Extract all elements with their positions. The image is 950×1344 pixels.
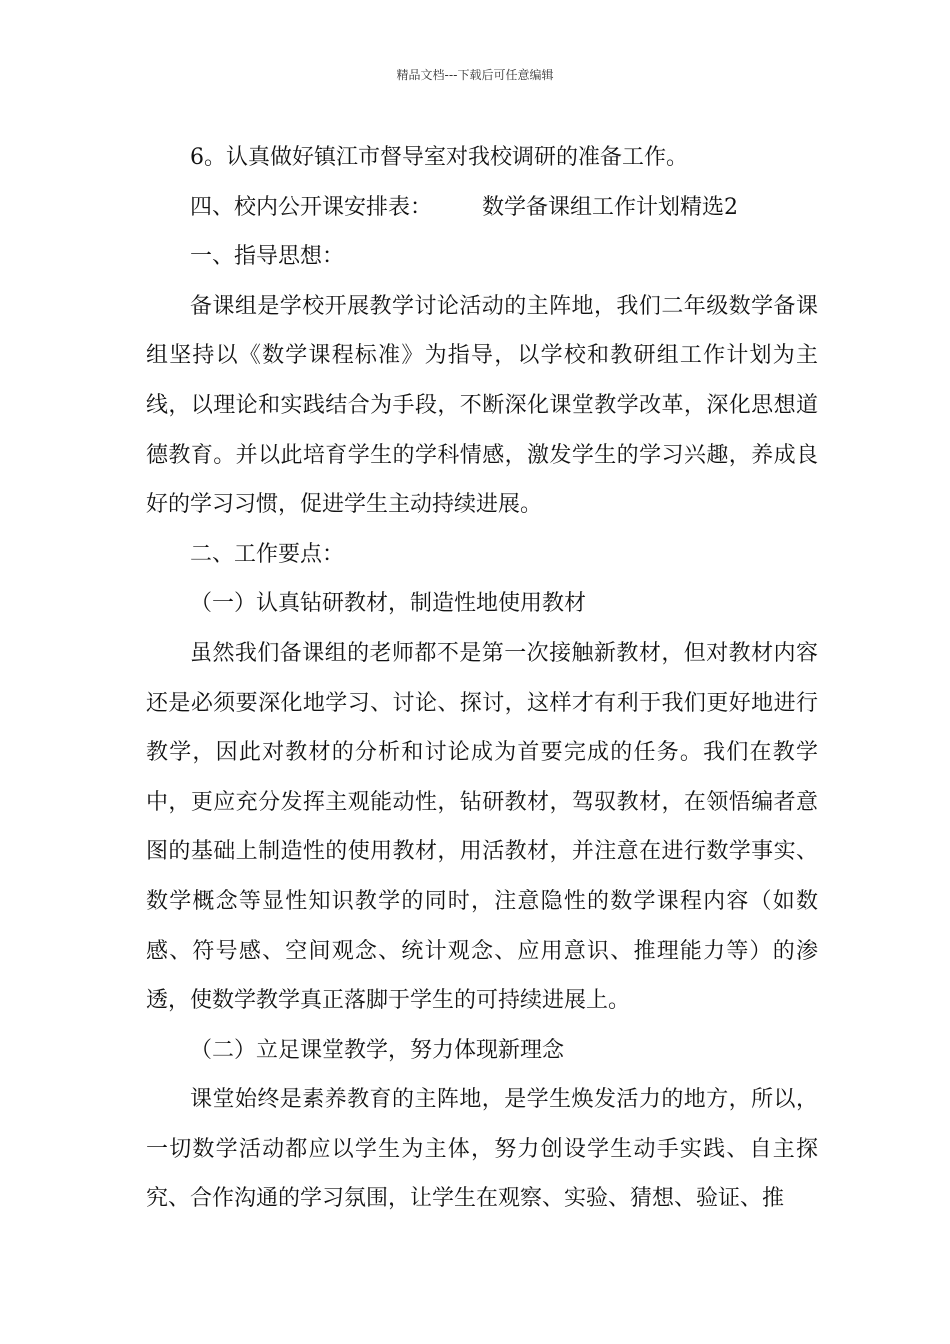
paragraph-textbook: 虽然我们备课组的老师都不是第一次接触新教材，但对教材内容还是必须要深化地学习、讨论、探讨，这样才有利于我们更好地进行教学，因此对教材的分析和讨论成为首要完成的任务。我们在教学中，更应充分发挥主观能动性，钻研教材，驾驭教材，在领悟编者意图的基础上制造性的使用教材，用活教材，并注意在进行数学事实、数学概念等显性知识教学的同时，注意隐性的数学课程内容（如数感、符号感、空间观念、统计观念、应用意识、推理能力等）的渗透，使数学教学真正落脚于学生的可持续进展上。 <box>146 640 818 1014</box>
paragraph-guiding-thought: 备课组是学校开展教学讨论活动的主阵地，我们二年级数学备课组坚持以《数学课程标准》为指导，以学校和教研组工作计划为主线，以理论和实践结合为手段，不断深化课堂教学改革，深化思想道德教育。并以此培育学生的学科情感，激发学生的学习兴趣，养成良好的学习习惯，促进学生主动持续进展。 <box>146 293 818 518</box>
page-header: 精品文档---下载后可任意编辑 <box>396 68 554 82</box>
paragraph-item-6: 6。认真做好镇江市督导室对我校调研的准备工作。 <box>190 145 688 170</box>
document-body <box>146 133 818 1224</box>
section-4-heading: 四、校内公开课安排表： <box>190 194 433 220</box>
subheading-2: （二）立足课堂教学，努力体现新理念 <box>190 1037 565 1063</box>
paragraph-section-4 <box>146 183 818 233</box>
heading-guiding-thought: 一、指导思想： <box>190 244 345 270</box>
document-title: 数学备课组工作计划精选2 <box>482 194 739 220</box>
subheading-1: （一）认真钻研教材，制造性地使用教材 <box>190 591 587 617</box>
paragraph-classroom: 课堂始终是素养教育的主阵地，是学生焕发活力的地方，所以，一切数学活动都应以学生为主体，努力创设学生动手实践、自主探究、合作沟通的学习氛围，让学生在观察、实验、猜想、验证、推 <box>146 1087 818 1212</box>
heading-work-points: 二、工作要点： <box>190 541 345 567</box>
